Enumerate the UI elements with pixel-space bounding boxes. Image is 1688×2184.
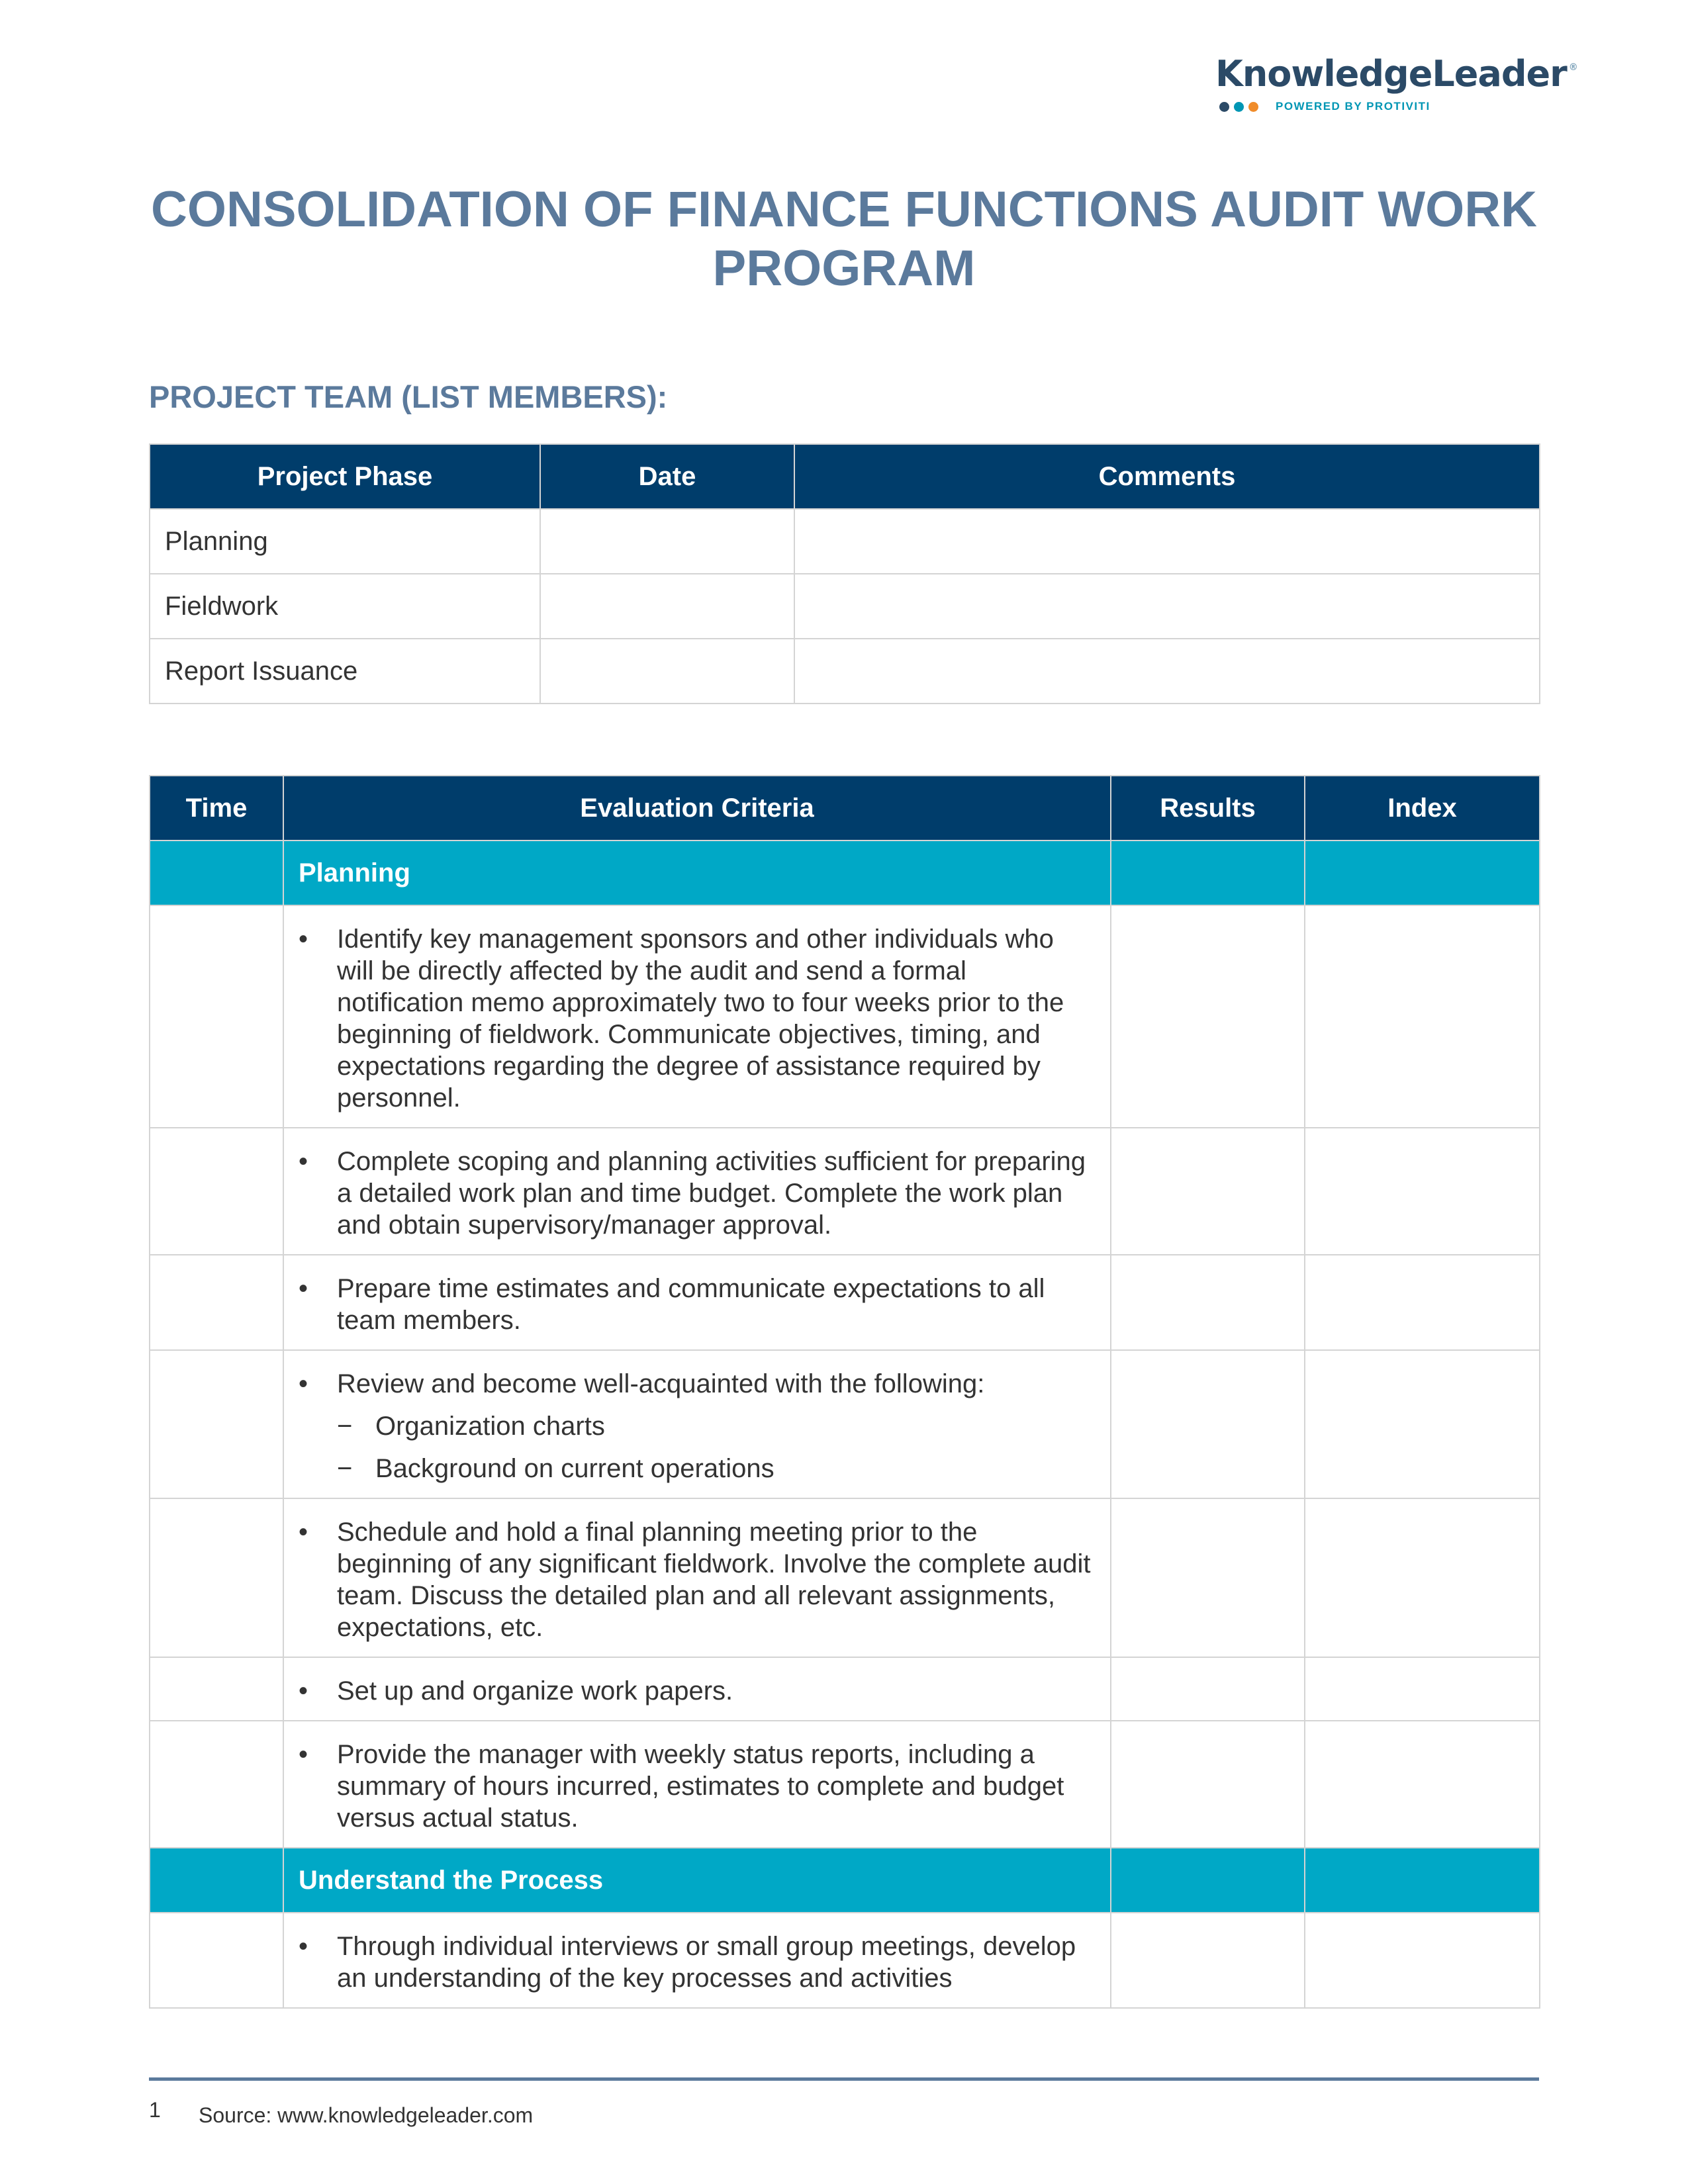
bullet-icon: • bbox=[299, 1518, 308, 1547]
criteria-cell bbox=[283, 905, 1111, 1128]
criteria-item bbox=[299, 1675, 1097, 1707]
table-row bbox=[150, 574, 1540, 639]
table-row bbox=[150, 1128, 1540, 1255]
criteria-item bbox=[299, 1739, 1097, 1834]
bullet-icon: • bbox=[299, 1369, 308, 1398]
time-cell[interactable] bbox=[150, 1913, 283, 2008]
index-cell[interactable] bbox=[1305, 1721, 1540, 1848]
logo-dot bbox=[1248, 102, 1258, 112]
bullet-icon: • bbox=[299, 925, 308, 954]
sub-item bbox=[299, 1410, 1097, 1442]
index-cell[interactable] bbox=[1305, 905, 1540, 1128]
criteria-text: Through individual interviews or small group meetings, develop an understanding of the key processes and activities bbox=[337, 1932, 1076, 1993]
sub-item-text: Organization charts bbox=[375, 1412, 605, 1441]
index-cell[interactable] bbox=[1305, 1350, 1540, 1498]
criteria-text: Prepare time estimates and communicate expectations to all team members. bbox=[337, 1274, 1045, 1335]
document-title: CONSOLIDATION OF FINANCE FUNCTIONS AUDIT WORK PROGRAM bbox=[150, 181, 1538, 296]
sub-item-text: Background on current operations bbox=[375, 1454, 774, 1483]
table-row bbox=[150, 1721, 1540, 1848]
section-label: Understand the Process bbox=[283, 1848, 1111, 1913]
index-cell[interactable] bbox=[1305, 1498, 1540, 1657]
results-cell[interactable] bbox=[1111, 841, 1305, 905]
date-cell[interactable] bbox=[540, 639, 794, 704]
table-row bbox=[150, 1913, 1540, 2008]
time-cell[interactable] bbox=[150, 1657, 283, 1721]
criteria-text: Schedule and hold a final planning meeting prior to the beginning of any significant fieldwork. Involve the complete audit team. Discuss the detailed plan and all relevant assignments, expectations, etc. bbox=[337, 1518, 1091, 1642]
results-cell[interactable] bbox=[1111, 1913, 1305, 2008]
index-cell[interactable] bbox=[1305, 1657, 1540, 1721]
phase-cell: Fieldwork bbox=[150, 574, 540, 639]
table-row bbox=[150, 639, 1540, 704]
results-cell[interactable] bbox=[1111, 1350, 1305, 1498]
criteria-item bbox=[299, 1516, 1097, 1643]
registered-mark: ® bbox=[1568, 62, 1577, 73]
section-row bbox=[150, 1848, 1540, 1913]
criteria-text: Provide the manager with weekly status reports, including a summary of hours incurred, estimates to complete and budget versus actual status. bbox=[337, 1740, 1064, 1833]
project-phase-table bbox=[149, 443, 1540, 704]
sub-item bbox=[299, 1453, 1097, 1484]
time-cell[interactable] bbox=[150, 841, 283, 905]
table-row bbox=[150, 509, 1540, 574]
criteria-text: Complete scoping and planning activities sufficient for preparing a detailed work plan and time budget. Complete the work plan and obtain supervisory/manager approval. bbox=[337, 1147, 1086, 1240]
dash-icon: − bbox=[337, 1412, 353, 1441]
criteria-text: Set up and organize work papers. bbox=[337, 1676, 733, 1706]
criteria-text: Review and become well-acquainted with the following: bbox=[337, 1369, 985, 1398]
index-cell[interactable] bbox=[1305, 1913, 1540, 2008]
header-comments: Comments bbox=[794, 444, 1540, 509]
criteria-cell bbox=[283, 1498, 1111, 1657]
results-cell[interactable] bbox=[1111, 1128, 1305, 1255]
table-row bbox=[150, 1498, 1540, 1657]
criteria-item bbox=[299, 1273, 1097, 1336]
criteria-cell bbox=[283, 1721, 1111, 1848]
table-row bbox=[150, 1255, 1540, 1350]
time-cell[interactable] bbox=[150, 1350, 283, 1498]
bullet-icon: • bbox=[299, 1932, 308, 1961]
table-row bbox=[150, 1350, 1540, 1498]
time-cell[interactable] bbox=[150, 905, 283, 1128]
time-cell[interactable] bbox=[150, 1128, 283, 1255]
index-cell[interactable] bbox=[1305, 1128, 1540, 1255]
time-cell[interactable] bbox=[150, 1721, 283, 1848]
phase-cell: Report Issuance bbox=[150, 639, 540, 704]
criteria-item bbox=[299, 1368, 1097, 1400]
header-time: Time bbox=[150, 776, 283, 841]
logo-dot bbox=[1219, 102, 1229, 112]
criteria-cell bbox=[283, 1350, 1111, 1498]
comments-cell[interactable] bbox=[794, 574, 1540, 639]
results-cell[interactable] bbox=[1111, 1721, 1305, 1848]
results-cell[interactable] bbox=[1111, 1498, 1305, 1657]
criteria-cell bbox=[283, 1913, 1111, 2008]
evaluation-table bbox=[149, 775, 1540, 2009]
project-team-heading: PROJECT TEAM (LIST MEMBERS): bbox=[149, 379, 668, 414]
bullet-icon: • bbox=[299, 1274, 308, 1303]
index-cell[interactable] bbox=[1305, 1848, 1540, 1913]
source-citation: Source: www.knowledgeleader.com bbox=[199, 2103, 534, 2127]
page-number: 1 bbox=[149, 2098, 161, 2122]
header-results: Results bbox=[1111, 776, 1305, 841]
results-cell[interactable] bbox=[1111, 905, 1305, 1128]
results-cell[interactable] bbox=[1111, 1255, 1305, 1350]
phase-cell: Planning bbox=[150, 509, 540, 574]
logo-dot bbox=[1234, 102, 1244, 112]
criteria-item bbox=[299, 1146, 1097, 1241]
logo-tagline: POWERED BY PROTIVITI bbox=[1276, 100, 1430, 113]
criteria-cell bbox=[283, 1657, 1111, 1721]
logo-dots-icon bbox=[1219, 102, 1258, 112]
header-project-phase: Project Phase bbox=[150, 444, 540, 509]
criteria-cell bbox=[283, 1128, 1111, 1255]
comments-cell[interactable] bbox=[794, 639, 1540, 704]
index-cell[interactable] bbox=[1305, 1255, 1540, 1350]
criteria-item bbox=[299, 923, 1097, 1114]
criteria-cell bbox=[283, 1255, 1111, 1350]
results-cell[interactable] bbox=[1111, 1657, 1305, 1721]
phase-table-header-row bbox=[150, 444, 1540, 509]
dash-icon: − bbox=[337, 1454, 353, 1483]
knowledgeleader-logo bbox=[1215, 53, 1577, 113]
table-row bbox=[150, 1657, 1540, 1721]
time-cell[interactable] bbox=[150, 1848, 283, 1913]
bullet-icon: • bbox=[299, 1147, 308, 1176]
criteria-text: Identify key management sponsors and other individuals who will be directly affected by the audit and send a formal notification memo approximately two to four weeks prior to the beginning of fieldwork. Communicate objectives, timing, and expectations regarding the degree of assistance required by personnel. bbox=[337, 925, 1064, 1113]
logo-subline bbox=[1215, 100, 1540, 113]
comments-cell[interactable] bbox=[794, 509, 1540, 574]
time-cell[interactable] bbox=[150, 1498, 283, 1657]
section-label: Planning bbox=[283, 841, 1111, 905]
section-row bbox=[150, 841, 1540, 905]
criteria-item bbox=[299, 1931, 1097, 1994]
header-evaluation-criteria: Evaluation Criteria bbox=[283, 776, 1111, 841]
date-cell[interactable] bbox=[540, 509, 794, 574]
table-row bbox=[150, 905, 1540, 1128]
header-date: Date bbox=[540, 444, 794, 509]
index-cell[interactable] bbox=[1305, 841, 1540, 905]
logo-wordmark: KnowledgeLeader ® bbox=[1215, 53, 1577, 95]
results-cell[interactable] bbox=[1111, 1848, 1305, 1913]
time-cell[interactable] bbox=[150, 1255, 283, 1350]
date-cell[interactable] bbox=[540, 574, 794, 639]
bullet-icon: • bbox=[299, 1676, 308, 1706]
header-index: Index bbox=[1305, 776, 1540, 841]
bullet-icon: • bbox=[299, 1740, 308, 1769]
eval-table-header-row bbox=[150, 776, 1540, 841]
footer-divider bbox=[149, 2077, 1539, 2081]
